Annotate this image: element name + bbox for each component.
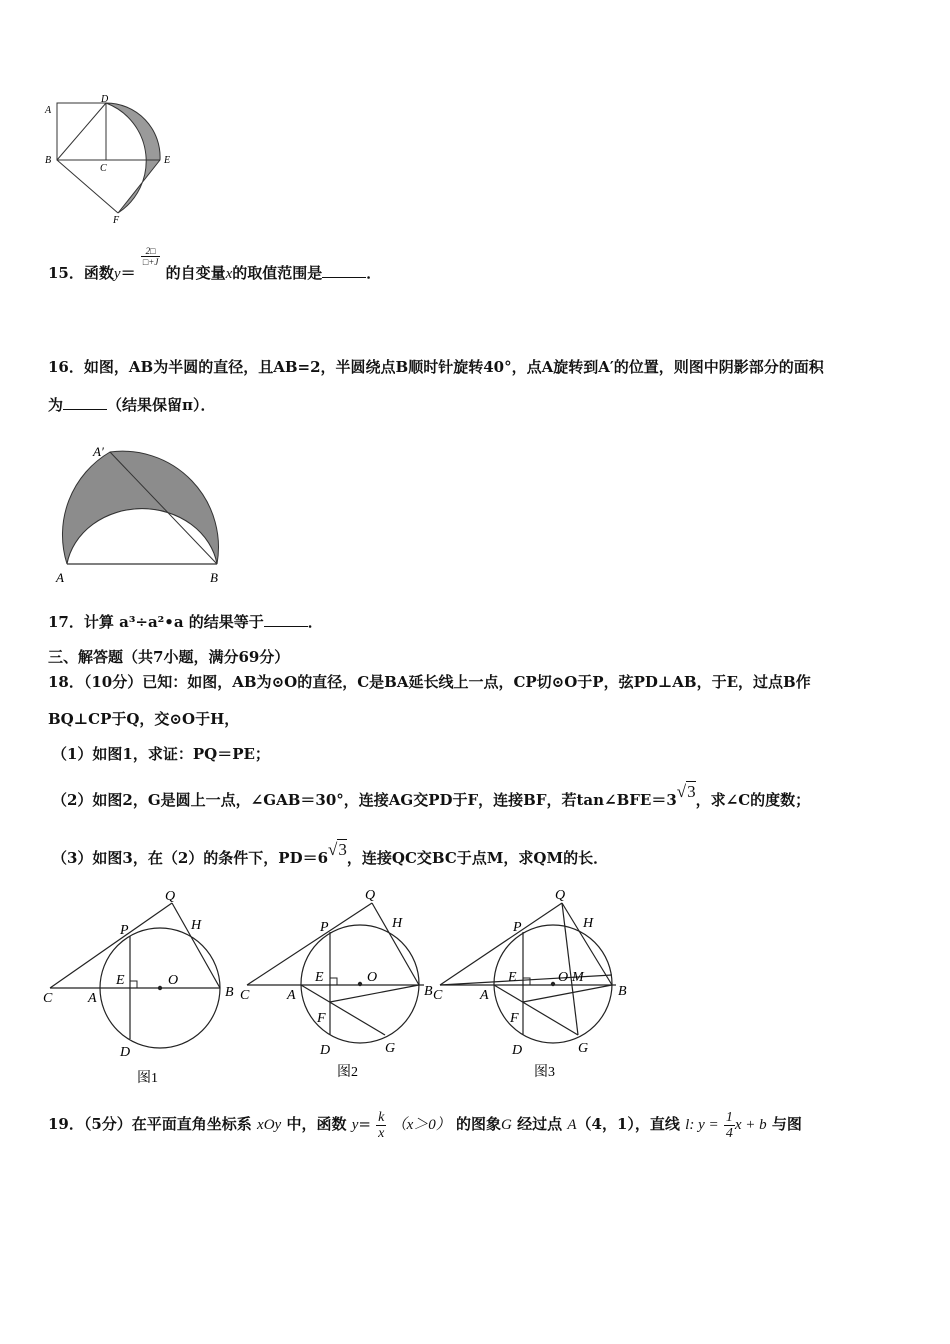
fig2-label-D: D	[320, 1043, 331, 1058]
label-A: A	[56, 570, 64, 585]
q19-d: 经过点	[517, 1115, 563, 1133]
q15-frac-den: □+J	[142, 256, 159, 267]
fig3-label-B: B	[618, 984, 627, 999]
q15-suffix-a: 的自变量	[165, 264, 226, 282]
q19-coord: xOy	[257, 1117, 282, 1133]
q19-fn-eq: =	[358, 1115, 371, 1133]
q19-point: （4，1），直线	[576, 1115, 680, 1133]
question-18-part3	[52, 840, 609, 868]
fig3-label-H: H	[583, 916, 594, 931]
q18-part3-sqrt: √3	[328, 840, 347, 859]
q15-blank	[322, 276, 366, 278]
question-18-part2	[52, 782, 811, 810]
q19-cond: （x＞0）	[391, 1117, 451, 1133]
fig3-label-O: O	[558, 970, 569, 985]
q19-fn-fraction	[376, 1110, 386, 1141]
q15-frac-num: 2□	[141, 246, 161, 257]
question-17	[48, 611, 323, 632]
fig3-label-Q: Q	[555, 888, 566, 903]
fig2-label-H: H	[392, 916, 403, 931]
question-18-part1: （1）如图1，求证：PQ＝PE；	[52, 745, 270, 763]
q15-suffix-b: 的取值范围是	[232, 264, 323, 282]
label-A: A	[45, 105, 52, 116]
figure-18-3	[433, 888, 627, 1080]
label-C: C	[100, 163, 107, 174]
question-18-line2: BQ⊥CP于Q，交⊙O于H，	[48, 710, 240, 728]
q19-fn-num: k	[378, 1109, 385, 1125]
fig1-label-Q: Q	[165, 889, 176, 904]
q15-number: 15．	[48, 264, 84, 282]
q17-blank	[264, 625, 308, 627]
label-B: B	[210, 570, 218, 585]
fig2-label-O: O	[367, 970, 378, 985]
fig2-label-B: B	[424, 984, 433, 999]
q16-line2-a: 为	[48, 396, 64, 414]
label-A-prime: A′	[93, 444, 104, 459]
fig3-caption: 图3	[534, 1065, 555, 1080]
q19-b: 中，函数	[286, 1115, 347, 1133]
fig1-label-P: P	[120, 923, 129, 938]
fig3-label-F: F	[510, 1011, 519, 1026]
q18-part2-a: （2）如图2，G是圆上一点，∠GAB＝30°，连接AG交PD于F，连接BF，若tan∠BFE＝3	[52, 791, 677, 809]
fig2-label-Q: Q	[365, 888, 376, 903]
question-18-line1: 18．（10分）已知：如图，AB为⊙O的直径，C是BA延长线上一点，CP切⊙O于P，弦PD⊥AB，于E，过点B作	[48, 673, 811, 691]
fig3-label-P: P	[513, 920, 522, 935]
q15-var: x	[225, 266, 233, 282]
q17-text-b: ．	[307, 613, 323, 631]
fig2-label-P: P	[320, 920, 329, 935]
question-15	[48, 245, 382, 285]
fig2-label-A: A	[287, 988, 296, 1003]
q19-fn-y: y	[351, 1117, 359, 1133]
q15-prefix: 函数	[83, 264, 114, 282]
figure-18-group	[40, 885, 640, 1090]
question-19	[48, 1108, 802, 1141]
q16-line2-b: （结果保留π）．	[107, 396, 216, 414]
q19-G: G	[501, 1117, 512, 1133]
fig1-label-D: D	[120, 1045, 131, 1060]
fig1-label-C: C	[43, 991, 53, 1006]
q19-line-colon: : y =	[689, 1117, 719, 1133]
q15-fraction	[141, 246, 161, 267]
q18-part2-sqrt: √3	[676, 782, 696, 801]
q18-part3-radicand: 3	[338, 840, 347, 859]
q18-part2-radicand: 3	[687, 782, 696, 801]
fig3-label-C: C	[433, 988, 443, 1003]
figure-square-arc	[40, 95, 180, 225]
label-E: E	[164, 155, 171, 166]
figure-18-1	[43, 889, 234, 1086]
q18-part3-a: （3）如图3，在（2）的条件下，PD＝6	[52, 849, 329, 867]
fig1-label-O: O	[168, 973, 179, 988]
fig1-label-E: E	[116, 973, 125, 988]
section-3-title: 三、解答题（共7小题，满分69分）	[48, 648, 290, 666]
label-B: B	[45, 155, 52, 166]
fig3-label-A: A	[480, 988, 489, 1003]
question-16-line1: 16．如图，AB为半圆的直径，且AB=2，半圆绕点B顺时针旋转40°，点A旋转到A′的位置，则图中阴影部分的面积	[48, 358, 824, 376]
q19-line-num: 1	[725, 1109, 733, 1125]
q15-end: ．	[366, 264, 382, 282]
fig2-label-E: E	[315, 970, 324, 985]
fig3-label-E: E	[508, 970, 517, 985]
q19-line-den: 4	[725, 1125, 733, 1141]
fig2-label-C: C	[240, 988, 250, 1003]
label-D: D	[101, 95, 109, 105]
question-16-line2	[48, 394, 216, 415]
fig2-label-G: G	[385, 1041, 396, 1056]
fig1-label-B: B	[225, 985, 234, 1000]
q19-line-l: l	[685, 1117, 690, 1133]
q17-text-a: 17．计算 a³÷a²•a 的结果等于	[48, 613, 264, 631]
q18-part3-b: ，连接QC交BC于点M，求QM的长．	[346, 849, 609, 867]
q19-c: 的图象	[456, 1115, 502, 1133]
fig3-label-D: D	[512, 1043, 523, 1058]
fig3-label-G: G	[578, 1041, 589, 1056]
fig3-label-M: M	[572, 970, 584, 985]
figure-18-2	[240, 888, 433, 1080]
fig2-label-F: F	[317, 1011, 326, 1026]
figure-rotated-semicircle	[50, 430, 250, 590]
q19-e: 与图	[771, 1115, 802, 1133]
q18-part2-b: ，求∠C的度数；	[695, 791, 811, 809]
fig1-label-H: H	[191, 918, 202, 933]
q19-line-fraction	[724, 1110, 735, 1141]
label-F: F	[113, 215, 120, 225]
q19-line-rest: x + b	[734, 1117, 767, 1133]
fig1-label-A: A	[88, 991, 97, 1006]
q19-A: A	[567, 1117, 577, 1133]
fig1-caption: 图1	[137, 1071, 158, 1086]
shaded-region	[106, 103, 160, 213]
q16-blank	[63, 408, 107, 410]
fig2-caption: 图2	[337, 1065, 358, 1080]
q15-eq: ＝	[120, 264, 136, 282]
q19-a: 19．（5分）在平面直角坐标系	[48, 1115, 252, 1133]
q15-fn: y	[113, 266, 121, 282]
q19-fn-den: x	[378, 1125, 385, 1141]
